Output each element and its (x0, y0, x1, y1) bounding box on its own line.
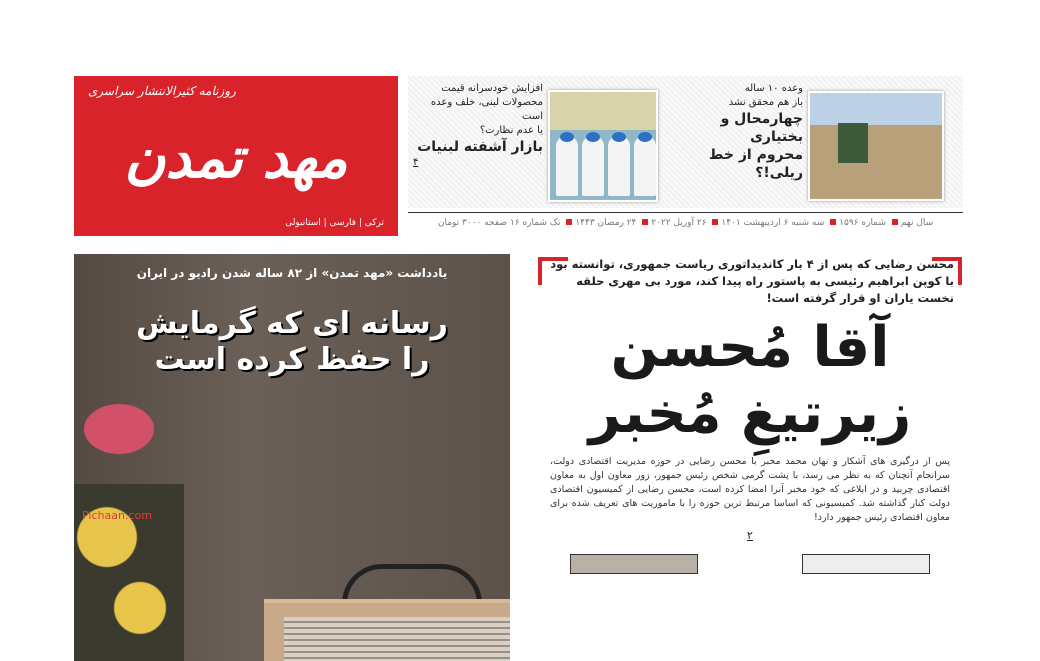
feature-title-line: را حفظ کرده است (154, 342, 430, 377)
page-reference[interactable]: ۲ (747, 529, 753, 542)
dateline-item: شماره ۱۵۹۶ (839, 218, 886, 228)
train-photo[interactable] (808, 91, 944, 201)
teaser-kicker: وعده ۱۰ ساله (744, 83, 803, 94)
page-reference[interactable]: ۴ (413, 157, 419, 168)
masthead-tagline: روزنامه کثیرالانتشار سراسری (88, 84, 236, 98)
dateline (408, 212, 963, 229)
teaser-strip (408, 76, 963, 208)
feature-title (74, 306, 510, 378)
masthead-logo[interactable] (74, 76, 398, 236)
teaser-kicker: افزایش خودسرانه قیمت (441, 83, 543, 94)
headline-line: زیرتیغِ مُخبر (588, 381, 912, 446)
feature-kicker: یادداشت «مهد تمدن» از ۸۲ ساله شدن رادیو در ایران (136, 266, 448, 280)
teaser-railway[interactable] (663, 82, 803, 182)
masthead-name: مهد تمدن (124, 125, 348, 191)
dateline-item: سال نهم (900, 218, 934, 228)
story-lead: محسن رضایی که پس از ۴ بار کاندیداتوری ریاست جمهوری، توانسته بود با کوپن ابراهیم رئیسی به پاستور راه پیدا کند، مورد بی مهری حلقه نخست یاران او قرار گرفته است! (550, 257, 954, 305)
feature-title-line: رسانه ای که گرمایش (136, 306, 448, 341)
radio-image (264, 599, 510, 661)
teaser-kicker: محصولات لبنی، خلف وعده است (430, 97, 543, 122)
main-headline[interactable] (540, 315, 960, 447)
teaser-headline: چهارمحال و بختیاری (720, 111, 803, 145)
story-thumbnail[interactable] (802, 554, 930, 574)
story-body: پس از درگیری های آشکار و نهان محمد مخبر با محسن رضایی در حوزه مدیریت اقتصادی دولت، سرانجام آنچنان که به نظر می رسد، با پشت گرمی شخص رئیس جمهور، زور معاون اول به معاون اقتصادی چربید و در ابلاغی که خود مخبر آنرا امضا کرده است، محسن رضایی از کمیسیون اقتصادی دولت کنار گذاشته شد. کمیسیونی که اساسا مرتبط ترین حوزه را با ماموریت های تعریف شده برای معاون اقتصادی رئیس جمهور دارد! (550, 456, 950, 523)
dateline-item: تک شماره ۱۶ صفحه ۳۰۰۰ تومان (437, 218, 561, 228)
dateline-item: سه شنبه ۶ اردیبهشت ۱۴۰۱ (721, 218, 825, 228)
story-thumbnail[interactable] (570, 554, 698, 574)
teaser-headline: محروم از خط ریلی!؟ (708, 147, 803, 181)
masthead-languages: ترکی | فارسی | استانبولی (285, 218, 384, 228)
rose-image (84, 404, 154, 454)
dairy-photo[interactable] (548, 90, 658, 202)
headline-line: آقا مُحسن (610, 315, 890, 380)
watermark: Pichaan.com (82, 509, 152, 522)
dateline-item: ۲۴ رمضان ۱۴۴۳ (575, 218, 637, 228)
thumbnail-row (540, 554, 960, 574)
dateline-item: ۲۶ آوریل ۲۰۲۲ (651, 218, 707, 228)
teaser-dairy[interactable] (413, 82, 543, 170)
teaser-kicker: باز هم محقق نشد (728, 97, 803, 108)
radio-handle (342, 564, 482, 604)
main-story (540, 256, 960, 574)
radio-feature[interactable] (74, 254, 510, 661)
teaser-headline: بازار آشفته لبنیات (417, 139, 543, 155)
teaser-kicker: یا عدم نظارت؟ (479, 125, 543, 136)
